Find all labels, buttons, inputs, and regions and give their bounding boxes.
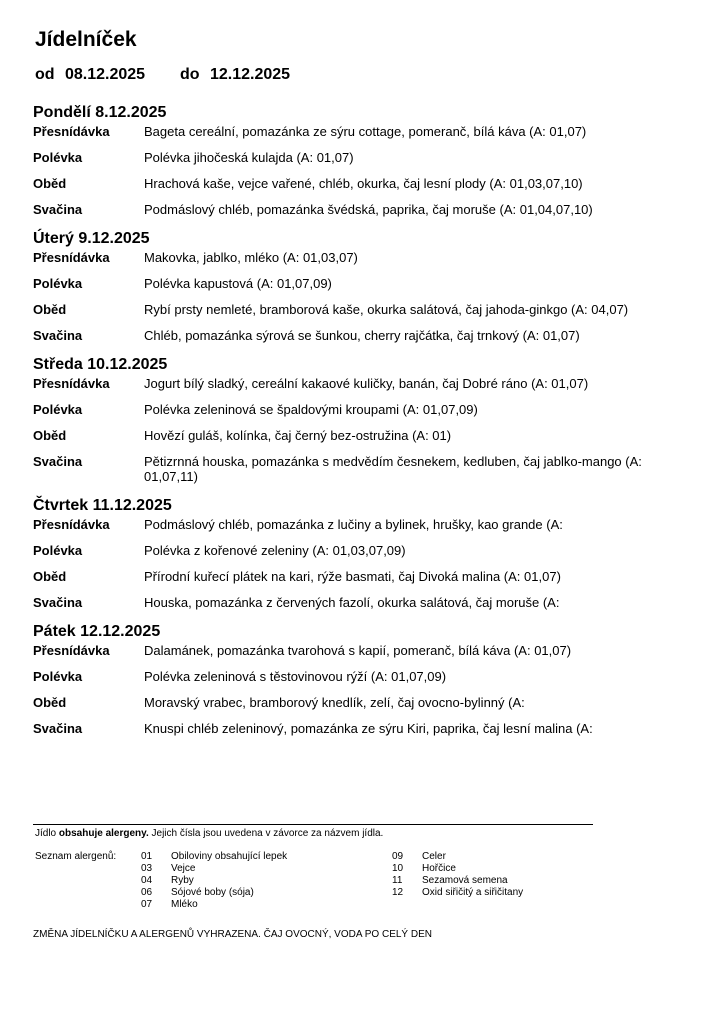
day-title: Čtvrtek 11.12.2025	[33, 497, 172, 514]
meal-label: Přesnídávka	[33, 643, 110, 658]
meal-text: Podmáslový chléb, pomazánka z lučiny a bylinek, hrušky, kao grande (A:	[144, 517, 563, 532]
meal-row	[33, 454, 673, 484]
allergen-number: 10	[392, 863, 404, 874]
meal-text: Polévka z kořenové zeleniny (A: 01,03,07,09)	[144, 543, 406, 558]
meal-label: Přesnídávka	[33, 517, 110, 532]
note-suffix: Jejich čísla jsou uvedena v závorce za názvem jídla.	[148, 828, 384, 839]
note-bold: obsahuje alergeny.	[58, 828, 149, 839]
meal-row	[33, 669, 673, 684]
allergen-name: Vejce	[171, 863, 196, 874]
meal-text: Makovka, jablko, mléko (A: 01,03,07)	[144, 250, 358, 265]
meal-label: Svačina	[33, 454, 83, 469]
allergen-item	[141, 863, 361, 875]
day-section	[33, 495, 673, 610]
meal-label: Oběd	[33, 428, 67, 443]
allergen-column-2	[392, 851, 612, 899]
from-date: 08.12.2025	[65, 66, 146, 83]
meal-label: Oběd	[33, 569, 67, 584]
day-title: Pátek 12.12.2025	[33, 623, 161, 640]
meal-text: Knuspi chléb zeleninový, pomazánka ze sýru Kiri, paprika, čaj lesní malina (A:	[144, 721, 593, 736]
date-range	[35, 66, 290, 84]
allergen-number: 07	[141, 899, 153, 910]
day-title: Pondělí 8.12.2025	[33, 104, 167, 121]
day-section	[33, 228, 673, 343]
meal-label: Svačina	[33, 328, 83, 343]
meal-text: Přírodní kuřecí plátek na kari, rýže basmati, čaj Divoká malina (A: 01,07)	[144, 569, 561, 584]
allergen-name: Oxid siřičitý a siřičitany	[422, 887, 524, 898]
days-list	[33, 102, 673, 747]
meal-row	[33, 150, 673, 165]
meal-text: Podmáslový chléb, pomazánka švédská, paprika, čaj moruše (A: 01,04,07,10)	[144, 202, 593, 217]
allergen-name: Ryby	[171, 875, 194, 886]
meal-text: Hrachová kaše, vejce vařené, chléb, okurka, čaj lesní plody (A: 01,03,07,10)	[144, 176, 583, 191]
allergen-list-header: Seznam alergenů:	[35, 851, 117, 862]
allergen-name: Celer	[422, 851, 446, 862]
meal-label: Přesnídávka	[33, 124, 110, 139]
allergen-item	[392, 863, 612, 875]
allergen-name: Sezamová semena	[422, 875, 508, 886]
allergen-number: 06	[141, 887, 153, 898]
meal-row	[33, 202, 673, 217]
meal-text: Hovězí guláš, kolínka, čaj černý bez-ostružina (A: 01)	[144, 428, 452, 443]
meal-text: Chléb, pomazánka sýrová se šunkou, cherry rajčátka, čaj trnkový (A: 01,07)	[144, 328, 580, 343]
allergen-number: 11	[392, 875, 403, 886]
allergen-item	[392, 887, 612, 899]
meal-text: Polévka zeleninová s těstovinovou rýží (A: 01,07,09)	[144, 669, 447, 684]
day-section	[33, 354, 673, 484]
page-title: Jídelníček	[35, 28, 137, 51]
meal-text: Jogurt bílý sladký, cereální kakaové kuličky, banán, čaj Dobré ráno (A: 01,07)	[144, 376, 589, 391]
meal-row	[33, 402, 673, 417]
meal-row	[33, 124, 673, 139]
allergen-item	[141, 899, 361, 911]
allergen-name: Hořčice	[422, 863, 456, 874]
meal-text: Bageta cereální, pomazánka ze sýru cottage, pomeranč, bílá káva (A: 01,07)	[144, 124, 587, 139]
to-label: do	[179, 66, 200, 83]
allergen-number: 12	[392, 887, 404, 898]
meal-text: Polévka zeleninová se špaldovými kroupami (A: 01,07,09)	[144, 402, 478, 417]
meal-row	[33, 517, 673, 532]
allergen-item	[392, 875, 612, 887]
meal-row	[33, 302, 673, 317]
meal-row	[33, 376, 673, 391]
meal-row	[33, 250, 673, 265]
meal-text: Dalamánek, pomazánka tvarohová s kapií, pomeranč, bílá káva (A: 01,07)	[144, 643, 572, 658]
allergen-number: 03	[141, 863, 153, 874]
allergen-number: 04	[141, 875, 153, 886]
meal-label: Polévka	[33, 543, 83, 558]
day-title: Úterý 9.12.2025	[33, 230, 150, 247]
meal-label: Oběd	[33, 176, 67, 191]
divider	[33, 824, 593, 825]
meal-label: Polévka	[33, 669, 83, 684]
allergen-note	[35, 828, 383, 839]
day-section	[33, 102, 673, 217]
meal-row	[33, 428, 673, 443]
meal-row	[33, 569, 673, 584]
meal-label: Přesnídávka	[33, 250, 110, 265]
day-section	[33, 621, 673, 736]
meal-label: Svačina	[33, 202, 83, 217]
note-prefix: Jídlo	[35, 828, 59, 839]
day-title: Středa 10.12.2025	[33, 356, 168, 373]
allergen-column-1	[141, 851, 361, 911]
meal-label: Oběd	[33, 695, 67, 710]
meal-row	[33, 276, 673, 291]
allergen-item	[141, 851, 361, 863]
meal-label: Oběd	[33, 302, 67, 317]
meal-row	[33, 595, 673, 610]
meal-text: Rybí prsty nemleté, bramborová kaše, okurka salátová, čaj jahoda-ginkgo (A: 04,07)	[144, 302, 629, 317]
meal-text: Pětizrnná houska, pomazánka s medvědím česnekem, kedluben, čaj jablko-mango (A: 01,07,11)	[144, 454, 642, 484]
meal-label: Přesnídávka	[33, 376, 110, 391]
meal-row	[33, 543, 673, 558]
allergen-item	[392, 851, 612, 863]
meal-row	[33, 721, 673, 736]
allergen-item	[141, 887, 361, 899]
meal-label: Polévka	[33, 276, 83, 291]
meal-text: Polévka kapustová (A: 01,07,09)	[144, 276, 332, 291]
meal-row	[33, 643, 673, 658]
from-label: od	[35, 66, 55, 83]
footer-note: ZMĚNA JÍDELNÍČKU A ALERGENŮ VYHRAZENA. ČAJ OVOCNÝ, VODA PO CELÝ DEN	[33, 929, 432, 940]
allergen-number: 01	[141, 851, 153, 862]
meal-label: Svačina	[33, 595, 83, 610]
meal-text: Polévka jihočeská kulajda (A: 01,07)	[144, 150, 354, 165]
meal-row	[33, 176, 673, 191]
meal-label: Svačina	[33, 721, 83, 736]
to-date: 12.12.2025	[209, 66, 291, 83]
allergen-item	[141, 875, 361, 887]
meal-row	[33, 695, 673, 710]
meal-text: Houska, pomazánka z červených fazolí, okurka salátová, čaj moruše (A:	[144, 595, 560, 610]
allergen-name: Sójové boby (sója)	[171, 887, 254, 898]
allergen-name: Mléko	[171, 899, 198, 910]
meal-label: Polévka	[33, 402, 83, 417]
meal-row	[33, 328, 673, 343]
meal-label: Polévka	[33, 150, 83, 165]
allergen-number: 09	[392, 851, 404, 862]
allergen-name: Obiloviny obsahující lepek	[171, 851, 288, 862]
meal-text: Moravský vrabec, bramborový knedlík, zelí, čaj ovocno-bylinný (A:	[144, 695, 525, 710]
